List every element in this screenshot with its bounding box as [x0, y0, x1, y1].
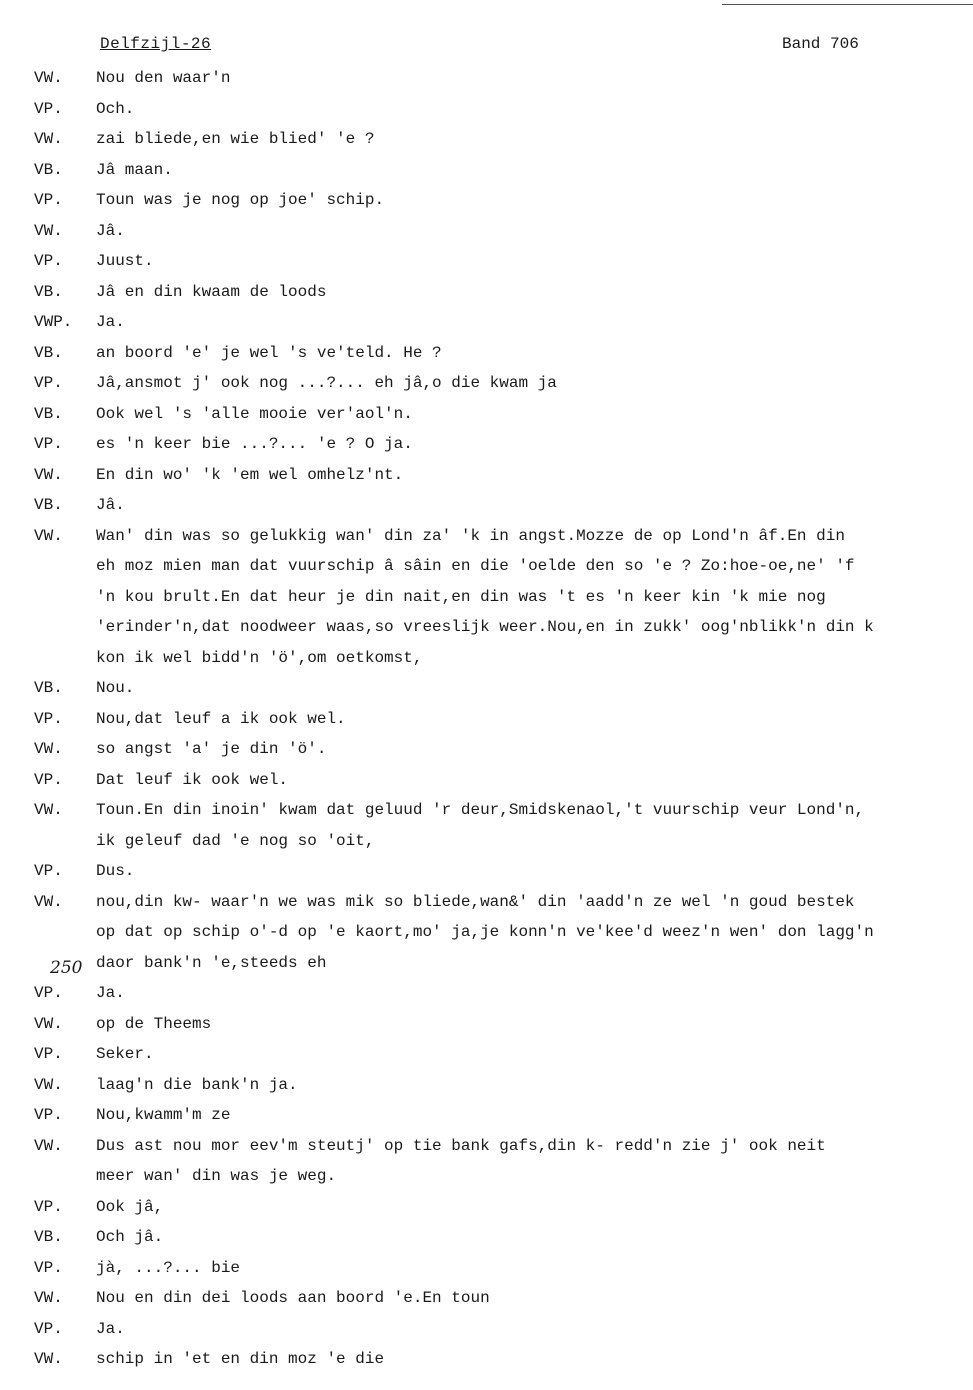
utterance-line: laag'n die bank'n ja. — [96, 1075, 298, 1094]
speaker-label: VW. — [34, 1350, 63, 1368]
utterance-line: Jâ en din kwaam de loods — [96, 282, 327, 301]
transcript-turn — [0, 521, 973, 674]
speaker-label: VW. — [34, 526, 63, 545]
utterance-line: Dat leuf ik ook wel. — [96, 770, 289, 789]
transcript-turn — [0, 704, 973, 735]
speaker-label: VWP. — [34, 313, 73, 331]
transcript-turn — [0, 1070, 973, 1101]
speaker-label: VW. — [34, 1136, 63, 1155]
transcript-turn — [0, 1131, 973, 1192]
utterance-line: 'n kou brult.En dat heur je din nait,en din was 't es 'n keer kin 'k mie nog — [96, 587, 826, 606]
speaker-label: VW. — [34, 1289, 63, 1307]
transcript-turn — [0, 307, 973, 338]
utterance-line: Nou en din dei loods aan boord 'e.En toun — [96, 1289, 490, 1307]
utterance-line: Jâ,ansmot j' ook nog ...?... eh jâ,o die kwam ja — [96, 374, 557, 392]
margin-annotation: 250 — [50, 958, 83, 978]
utterance-line: kon ik wel bidd'n 'ö',om oetkomst, — [96, 648, 423, 667]
transcript-turn — [0, 1253, 973, 1284]
utterance-line: Jâ maan. — [96, 160, 173, 179]
transcript-turn — [0, 1344, 973, 1375]
utterance-line: Dus ast nou mor eev'm steutj' op tie bank gafs,din k- redd'n zie j' ook neit — [96, 1136, 826, 1155]
utterance-line: Wan' din was so gelukkig wan' din za' 'k in angst.Mozze de op Lond'n âf.En din — [96, 526, 845, 545]
utterance-line: Nou,dat leuf a ik ook wel. — [96, 709, 346, 728]
utterance-line: schip in 'et en din moz 'e die — [96, 1350, 385, 1368]
transcript-turn — [0, 124, 973, 155]
utterance-line: zai bliede,en wie blied' 'e ? — [96, 130, 375, 148]
tape-number: Band 706 — [782, 35, 859, 53]
speaker-label: VB. — [34, 496, 63, 514]
speaker-label: VP. — [34, 1319, 63, 1338]
speaker-label: VP. — [34, 862, 63, 880]
transcript-turn — [0, 1100, 973, 1131]
utterance-line: eh moz mien man dat vuurschip â sâin en die 'oelde den so 'e ? Zo:hoe-oe,ne' 'f — [96, 557, 855, 575]
utterance-line: Seker. — [96, 1045, 154, 1063]
utterance-line: op de Theems — [96, 1014, 212, 1033]
speaker-label: VW. — [34, 465, 63, 484]
speaker-label: VP. — [34, 1197, 63, 1216]
utterance-line: Nou. — [96, 679, 135, 697]
transcript-turn — [0, 765, 973, 796]
speaker-label: VW. — [34, 801, 63, 819]
speaker-label: VP. — [34, 709, 63, 728]
transcript-turn — [0, 887, 973, 979]
transcript-turn — [0, 429, 973, 460]
utterance-line: Ja. — [96, 984, 125, 1002]
speaker-label: VP. — [34, 1258, 63, 1277]
speaker-label: VP. — [34, 435, 63, 453]
utterance-line: Toun was je nog op joe' schip. — [96, 191, 385, 209]
utterance-line: Och. — [96, 99, 135, 118]
transcript-turn — [0, 1009, 973, 1040]
document-id: Delfzijl-26 — [100, 35, 212, 53]
utterance-line: Ja. — [96, 313, 125, 331]
transcript-turn — [0, 490, 973, 521]
transcript-turn — [0, 338, 973, 369]
utterance-line: Juust. — [96, 252, 154, 270]
utterance-line: ik geleuf dad 'e nog so 'oit, — [96, 831, 375, 850]
transcript-turn — [0, 155, 973, 186]
transcript-turn — [0, 1314, 973, 1345]
utterance-line: an boord 'e' je wel 's ve'teld. He ? — [96, 343, 442, 362]
speaker-label: VW. — [34, 892, 63, 911]
utterance-line: Nou den waar'n — [96, 69, 231, 87]
transcript-turn — [0, 185, 973, 216]
speaker-label: VP. — [34, 984, 63, 1002]
utterance-line: Nou,kwamm'm ze — [96, 1106, 231, 1124]
speaker-label: VW. — [34, 69, 63, 87]
utterance-line: meer wan' din was je weg. — [96, 1167, 337, 1185]
speaker-label: VP. — [34, 770, 63, 789]
utterance-line: Dus. — [96, 862, 135, 880]
transcript-turn — [0, 1192, 973, 1223]
utterance-line: 'erinder'n,dat noodweer waas,so vreeslijk weer.Nou,en in zukk' oog'nblikk'n din k — [96, 618, 874, 636]
speaker-label: VW. — [34, 1075, 63, 1094]
speaker-label: VB. — [34, 679, 63, 697]
speaker-label: VP. — [34, 191, 63, 209]
utterance-line: Och jâ. — [96, 1228, 164, 1246]
utterance-line: Toun.En din inoin' kwam dat geluud 'r deur,Smidskenaol,'t vuurschip veur Lond'n, — [96, 801, 865, 819]
speaker-label: VB. — [34, 343, 63, 362]
speaker-label: VP. — [34, 1106, 63, 1124]
transcript-turn — [0, 1222, 973, 1253]
utterance-line: Ook jâ, — [96, 1197, 164, 1216]
transcript-turn — [0, 246, 973, 277]
utterance-line: so angst 'a' je din 'ö'. — [96, 740, 327, 758]
utterance-line: nou,din kw- waar'n we was mik so bliede,wan&' din 'aadd'n ze wel 'n goud bestek — [96, 892, 855, 911]
speaker-label: VB. — [34, 160, 63, 179]
transcript-turn — [0, 734, 973, 765]
transcript-turn — [0, 856, 973, 887]
speaker-label: VW. — [34, 1014, 63, 1033]
utterance-line: Ook wel 's 'alle mooie ver'aol'n. — [96, 404, 413, 423]
utterance-line: es 'n keer bie ...?... 'e ? O ja. — [96, 435, 413, 453]
transcript-turn — [0, 399, 973, 430]
utterance-line: Ja. — [96, 1319, 125, 1338]
transcript-turn — [0, 277, 973, 308]
utterance-line: jà, ...?... bie — [96, 1258, 241, 1277]
speaker-label: VP. — [34, 252, 63, 270]
utterance-line: Jâ. — [96, 496, 125, 514]
speaker-label: VW. — [34, 221, 63, 240]
transcript-turn — [0, 1283, 973, 1314]
utterance-line: En din wo' 'k 'em wel omhelz'nt. — [96, 465, 404, 484]
speaker-label: VP. — [34, 99, 63, 118]
transcript-turn — [0, 94, 973, 125]
transcript-turn — [0, 63, 973, 94]
utterance-line: op dat op schip o'-d op 'e kaort,mo' ja,je konn'n ve'kee'd weez'n wen' don lagg'n — [96, 923, 874, 941]
speaker-label: VP. — [34, 374, 63, 392]
utterance-line: daor bank'n 'e,steeds eh — [96, 953, 327, 972]
transcript-turn — [0, 978, 973, 1009]
speaker-label: VB. — [34, 404, 63, 423]
transcript-turn — [0, 795, 973, 856]
transcript-turn — [0, 460, 973, 491]
top-rule — [722, 4, 973, 5]
transcript-turn — [0, 673, 973, 704]
speaker-label: VB. — [34, 282, 63, 301]
speaker-label: VB. — [34, 1228, 63, 1246]
speaker-label: VW. — [34, 740, 63, 758]
speaker-label: VW. — [34, 130, 63, 148]
transcript-turn — [0, 216, 973, 247]
transcript-turn — [0, 1039, 973, 1070]
transcript-turn — [0, 368, 973, 399]
utterance-line: Jâ. — [96, 221, 125, 240]
speaker-label: VP. — [34, 1045, 63, 1063]
